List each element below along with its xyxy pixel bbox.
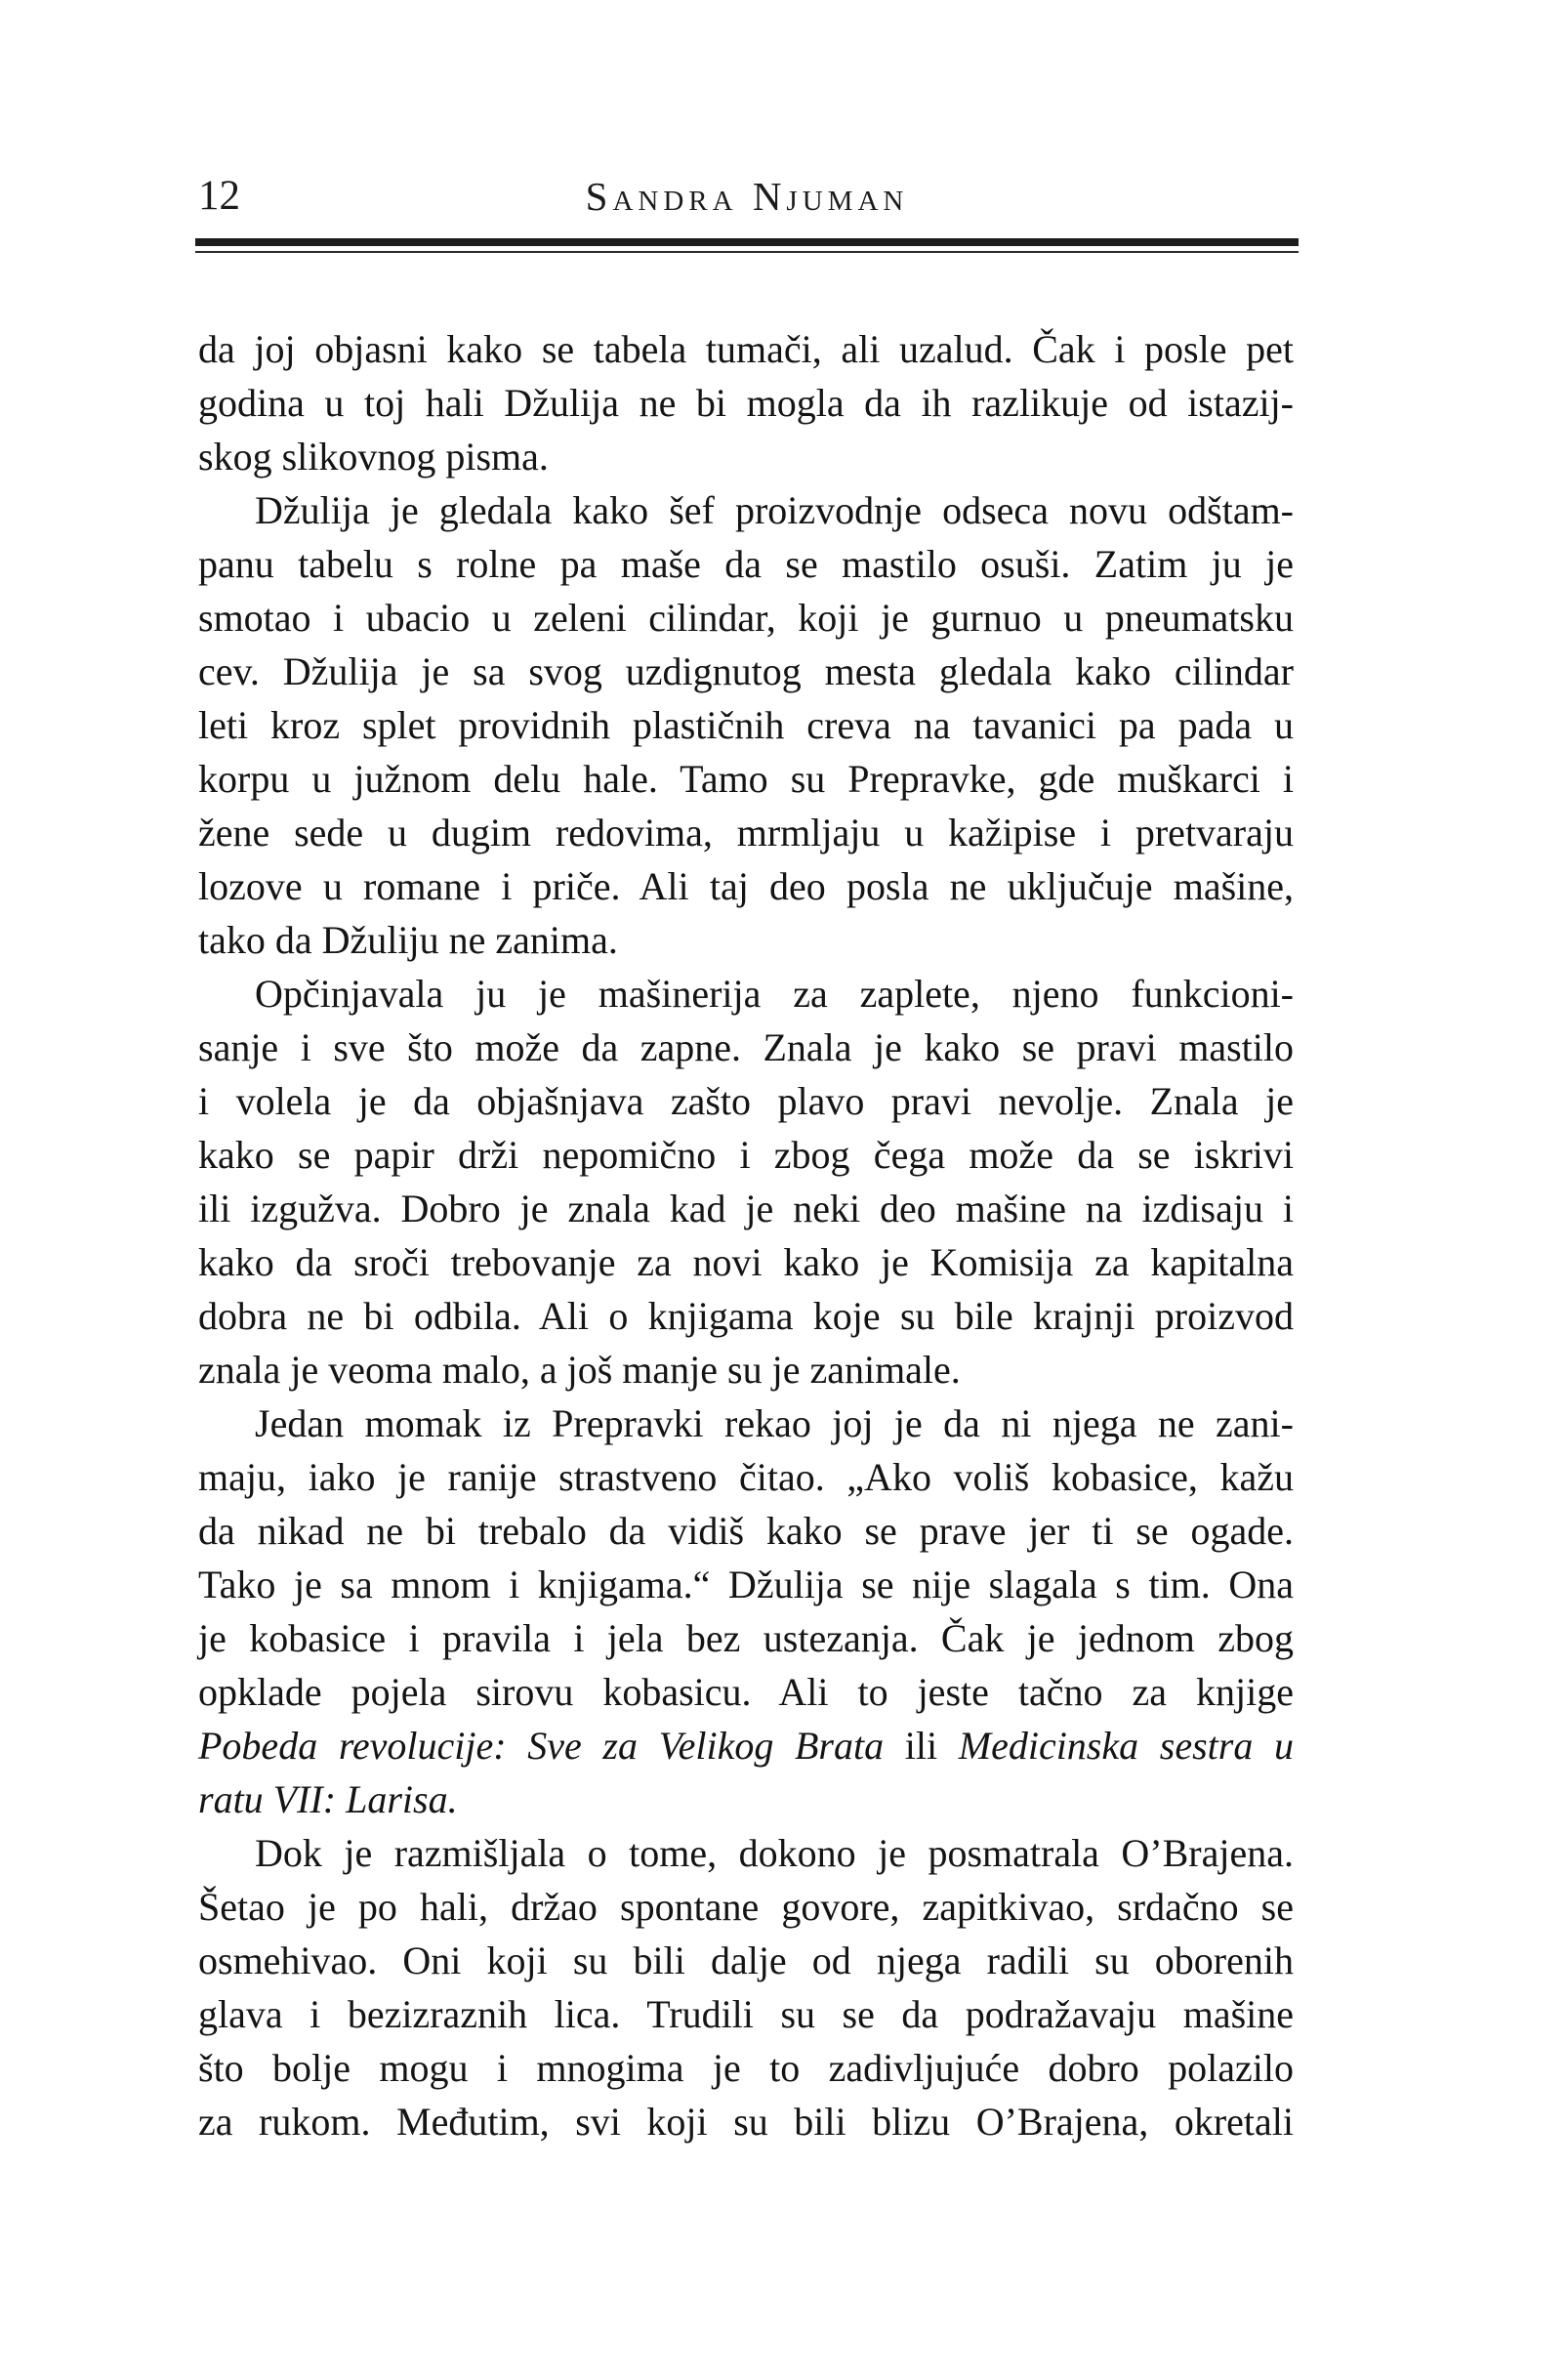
text-segment: Šetao je po hali, držao spontane govore, zapitkivao, srdačno se <box>198 1885 1294 1929</box>
text-segment: i volela je da objašnjava zašto plavo pravi nevolje. Znala je <box>198 1079 1294 1123</box>
text-line <box>198 591 1294 645</box>
book-title-italic: Pobeda revolucije: Sve za Velikog Brata <box>198 1724 885 1768</box>
text-segment: da joj objasni kako se tabela tumači, ali uzalud. Čak i posle pet <box>198 327 1294 371</box>
text-segment: ili izgužva. Dobro je znala kad je neki deo mašine na izdisaju i <box>198 1187 1294 1230</box>
running-header <box>198 174 1296 219</box>
text-segment: žene sede u dugim redovima, mrmljaju u kažipise i pretvaraju <box>198 811 1294 855</box>
text-line <box>198 1021 1294 1074</box>
text-line <box>198 1396 1294 1450</box>
header-divider-thin <box>195 251 1299 253</box>
text-line <box>198 1665 1294 1719</box>
text-line <box>198 2095 1294 2148</box>
text-segment: tako da Džuliju ne zanima. <box>198 918 618 962</box>
paragraph <box>198 1396 1294 1826</box>
text-segment: smotao i ubacio u zeleni cilindar, koji je gurnuo u pneumatsku <box>198 596 1294 640</box>
book-title-italic: Medicinska sestra u <box>958 1724 1294 1768</box>
text-segment: godina u toj hali Džulija ne bi mogla da ih razlikuje od istazij- <box>198 381 1294 425</box>
text-segment: Dok je razmišljala o tome, dokono je posmatrala O’Brajena. <box>255 1831 1294 1875</box>
text-line <box>198 1504 1294 1558</box>
paragraph <box>198 322 1294 483</box>
text-segment: da nikad ne bi trebalo da vidiš kako se prave jer ti se ogade. <box>198 1509 1294 1553</box>
book-title-italic: ratu VII: Larisa. <box>198 1777 458 1821</box>
text-segment: leti kroz splet providnih plastičnih creva na tavanici pa pada u <box>198 703 1294 747</box>
text-segment: znala je veoma malo, a još manje su je zanimale. <box>198 1348 961 1392</box>
text-segment: kako da sroči trebovanje za novi kako je Komisija za kapitalna <box>198 1240 1294 1284</box>
paragraph <box>198 967 1294 1396</box>
text-segment: za rukom. Međutim, svi koji su bili blizu O’Brajena, okretali <box>198 2100 1294 2144</box>
text-segment: kako se papir drži nepomično i zbog čega može da se iskrivi <box>198 1133 1294 1177</box>
text-line <box>198 1987 1294 2041</box>
text-line <box>198 1719 1294 1772</box>
text-line <box>198 430 1294 483</box>
text-line <box>198 1880 1294 1934</box>
text-segment: dobra ne bi odbila. Ali o knjigama koje su bile krajnji proizvod <box>198 1294 1294 1338</box>
text-line <box>198 806 1294 859</box>
header-divider-thick <box>195 238 1299 246</box>
text-line <box>198 1343 1294 1396</box>
text-segment: cev. Džulija je sa svog uzdignutog mesta gledala kako cilindar <box>198 649 1294 693</box>
text-line <box>198 913 1294 967</box>
text-segment: je kobasice i pravila i jela bez ustezanja. Čak je jednom zbog <box>198 1616 1294 1660</box>
text-line <box>198 698 1294 752</box>
text-segment: što bolje mogu i mnogima je to zadivljujuće dobro polazilo <box>198 2046 1294 2090</box>
paragraph <box>198 483 1294 967</box>
text-line <box>198 1934 1294 1987</box>
text-line <box>198 1289 1294 1343</box>
text-segment: ili <box>884 1724 959 1768</box>
text-line <box>198 1558 1294 1611</box>
text-line <box>198 537 1294 591</box>
text-segment: Tako je sa mnom i knjigama.“ Džulija se nije slagala s tim. Ona <box>198 1563 1294 1606</box>
paragraph <box>198 1826 1294 2148</box>
text-body <box>198 322 1294 2148</box>
text-line <box>198 1772 1294 1826</box>
text-segment: panu tabelu s rolne pa maše da se mastilo osuši. Zatim ju je <box>198 542 1294 586</box>
text-line <box>198 967 1294 1021</box>
text-line <box>198 859 1294 913</box>
text-segment: Jedan momak iz Prepravki rekao joj je da ni njega ne zani- <box>255 1401 1294 1445</box>
text-segment: skog slikovnog pisma. <box>198 435 549 479</box>
text-line <box>198 483 1294 537</box>
text-line <box>198 1450 1294 1504</box>
text-line <box>198 752 1294 806</box>
text-line <box>198 1235 1294 1289</box>
running-title-author: Sandra Njuman <box>585 174 909 219</box>
page-number: 12 <box>198 173 240 219</box>
text-line <box>198 1611 1294 1665</box>
text-line <box>198 1826 1294 1880</box>
text-segment: Džulija je gledala kako šef proizvodnje odseca novu odštam- <box>255 488 1294 532</box>
text-segment: lozove u romane i priče. Ali taj deo posla ne uključuje mašine, <box>198 864 1294 908</box>
text-segment: osmehivao. Oni koji su bili dalje od njega radili su oborenih <box>198 1938 1294 1982</box>
text-line <box>198 1074 1294 1128</box>
text-line <box>198 376 1294 430</box>
text-line <box>198 1182 1294 1235</box>
text-line <box>198 2041 1294 2095</box>
text-line <box>198 645 1294 698</box>
text-segment: opklade pojela sirovu kobasicu. Ali to jeste tačno za knjige <box>198 1670 1294 1714</box>
text-segment: korpu u južnom delu hale. Tamo su Prepravke, gde muškarci i <box>198 757 1294 801</box>
text-segment: Opčinjavala ju je mašinerija za zaplete, njeno funkcioni- <box>255 972 1294 1016</box>
text-line <box>198 322 1294 376</box>
text-segment: sanje i sve što može da zapne. Znala je kako se pravi mastilo <box>198 1025 1294 1069</box>
text-segment: glava i bezizraznih lica. Trudili su se da podražavaju mašine <box>198 1992 1294 2036</box>
text-line <box>198 1128 1294 1182</box>
text-segment: maju, iako je ranije strastveno čitao. „Ako voliš kobasice, kažu <box>198 1455 1294 1499</box>
